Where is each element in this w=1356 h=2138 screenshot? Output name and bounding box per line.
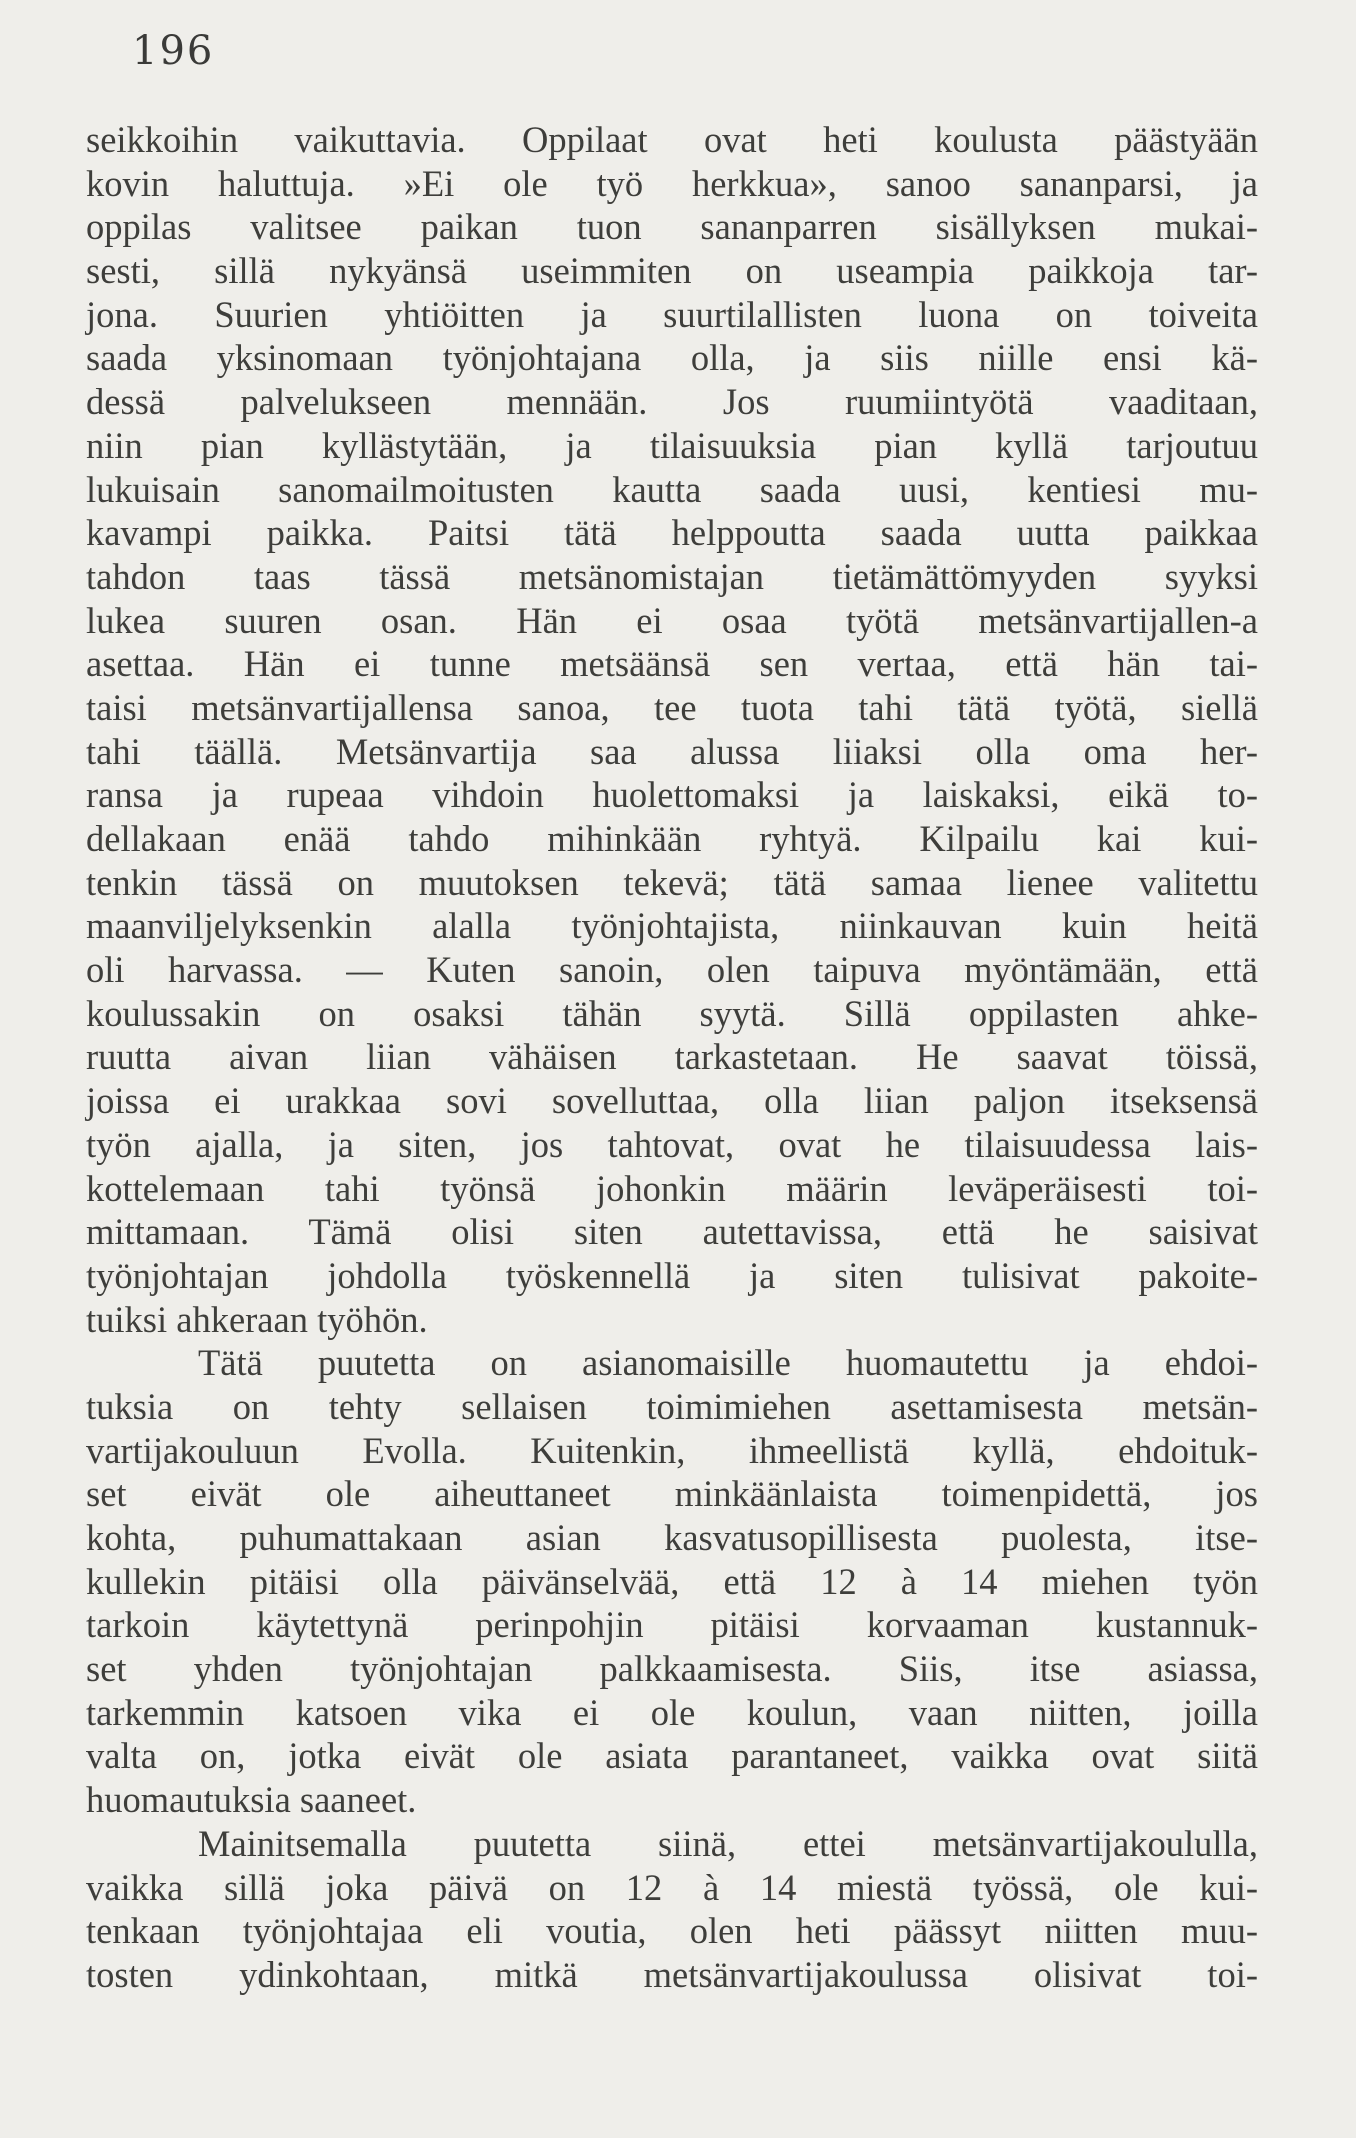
text-line: Tätä puutetta on asianomaisille huomautettu ja ehdoi- [198, 1342, 1258, 1384]
text-line: set eivät ole aiheuttaneet minkäänlaista toimenpidettä, jos [86, 1473, 1258, 1515]
text-line: lukuisain sanomailmoitusten kautta saada uusi, kentiesi mu- [86, 468, 1258, 510]
text-line: tahdon taas tässä metsänomistajan tietämättömyyden syyksi [86, 555, 1258, 597]
page-number: 196 [132, 28, 215, 74]
text-line: set yhden työnjohtajan palkkaamisesta. Siis, itse asiassa, [86, 1648, 1258, 1690]
text-line: mittamaan. Tämä olisi siten autettavissa, että he saisivat [86, 1211, 1258, 1253]
text-line: tuksia on tehty sellaisen toimimiehen asettamisesta metsän- [86, 1385, 1258, 1427]
text-line: koulussakin on osaksi tähän syytä. Sillä oppilasten ahke- [86, 992, 1258, 1034]
text-line: maanviljelyksenkin alalla työnjohtajista, niinkauvan kuin heitä [86, 905, 1258, 947]
text-line: oppilas valitsee paikan tuon sananparren sisällyksen mukai- [86, 206, 1258, 248]
text-line: tahi täällä. Metsänvartija saa alussa liiaksi olla oma her- [86, 730, 1258, 772]
text-line: sesti, sillä nykyänsä useimmiten on useampia paikkoja tar- [86, 250, 1258, 292]
text-line: lukea suuren osan. Hän ei osaa työtä metsänvartijallen-a [86, 599, 1258, 641]
text-line: joissa ei urakkaa sovi sovelluttaa, olla liian paljon itseksensä [86, 1080, 1258, 1122]
text-line: saada yksinomaan työnjohtajana olla, ja siis niille ensi kä- [86, 337, 1258, 379]
text-line: dessä palvelukseen mennään. Jos ruumiintyötä vaaditaan, [86, 381, 1258, 423]
text-line: ruutta aivan liian vähäisen tarkastetaan. He saavat töissä, [86, 1036, 1258, 1078]
text-line: tarkemmin katsoen vika ei ole koulun, vaan niitten, joilla [86, 1691, 1258, 1733]
text-line: kohta, puhumattakaan asian kasvatusopillisesta puolesta, itse- [86, 1517, 1258, 1558]
text-line: kavampi paikka. Paitsi tätä helppoutta saada uutta paikkaa [86, 512, 1258, 554]
paragraph [86, 118, 1258, 1341]
text-line: ransa ja rupeaa vihdoin huolettomaksi ja laiskaksi, eikä to- [86, 774, 1258, 816]
text-line: seikkoihin vaikuttavia. Oppilaat ovat heti koulusta päästyään [86, 119, 1258, 160]
text-line: kullekin pitäisi olla päivänselvää, että 12 à 14 miehen työn [86, 1560, 1258, 1602]
text-line: kottelemaan tahi työnsä johonkin määrin leväperäisesti toi- [86, 1167, 1258, 1209]
text-line: tenkin tässä on muutoksen tekevä; tätä samaa lienee valitettu [86, 861, 1258, 903]
text-line: valta on, jotka eivät ole asiata parantaneet, vaikka ovat siitä [86, 1735, 1258, 1777]
text-line: tenkaan työnjohtajaa eli voutia, olen heti päässyt niitten muu- [86, 1910, 1258, 1952]
paragraph [86, 1822, 1258, 1997]
text-line: tosten ydinkohtaan, mitkä metsänvartijakoulussa olisivat toi- [86, 1953, 1258, 1995]
text-line: taisi metsänvartijallensa sanoa, tee tuota tahi tätä työtä, siellä [86, 686, 1258, 728]
text-line: vartijakouluun Evolla. Kuitenkin, ihmeellistä kyllä, ehdoituk- [86, 1429, 1258, 1471]
text-line: työn ajalla, ja siten, jos tahtovat, ovat he tilaisuudessa lais- [86, 1123, 1258, 1165]
text-line: työnjohtajan johdolla työskennellä ja siten tulisivat pakoite- [86, 1254, 1258, 1296]
text-line: dellakaan enää tahdo mihinkään ryhtyä. Kilpailu kai kui- [86, 818, 1258, 859]
text-line: Mainitsemalla puutetta siinä, ettei metsänvartijakoululla, [198, 1822, 1258, 1864]
text-line: tuiksi ahkeraan työhön. [86, 1298, 428, 1340]
text-line: huomautuksia saaneet. [86, 1779, 417, 1821]
text-line: niin pian kyllästytään, ja tilaisuuksia pian kyllä tarjoutuu [86, 424, 1258, 466]
text-line: tarkoin käytettynä perinpohjin pitäisi korvaaman kustannuk- [86, 1604, 1258, 1646]
paragraph [86, 1341, 1258, 1822]
text-line: jona. Suurien yhtiöitten ja suurtilallisten luona on toiveita [86, 293, 1258, 335]
text-line: kovin haluttuja. »Ei ole työ herkkua», sanoo sananparsi, ja [86, 162, 1258, 204]
body-text [86, 118, 1258, 1997]
text-line: asettaa. Hän ei tunne metsäänsä sen vertaa, että hän tai- [86, 643, 1258, 685]
text-line: oli harvassa. — Kuten sanoin, olen taipuva myöntämään, että [86, 949, 1258, 991]
text-line: vaikka sillä joka päivä on 12 à 14 miestä työssä, ole kui- [86, 1866, 1258, 1908]
